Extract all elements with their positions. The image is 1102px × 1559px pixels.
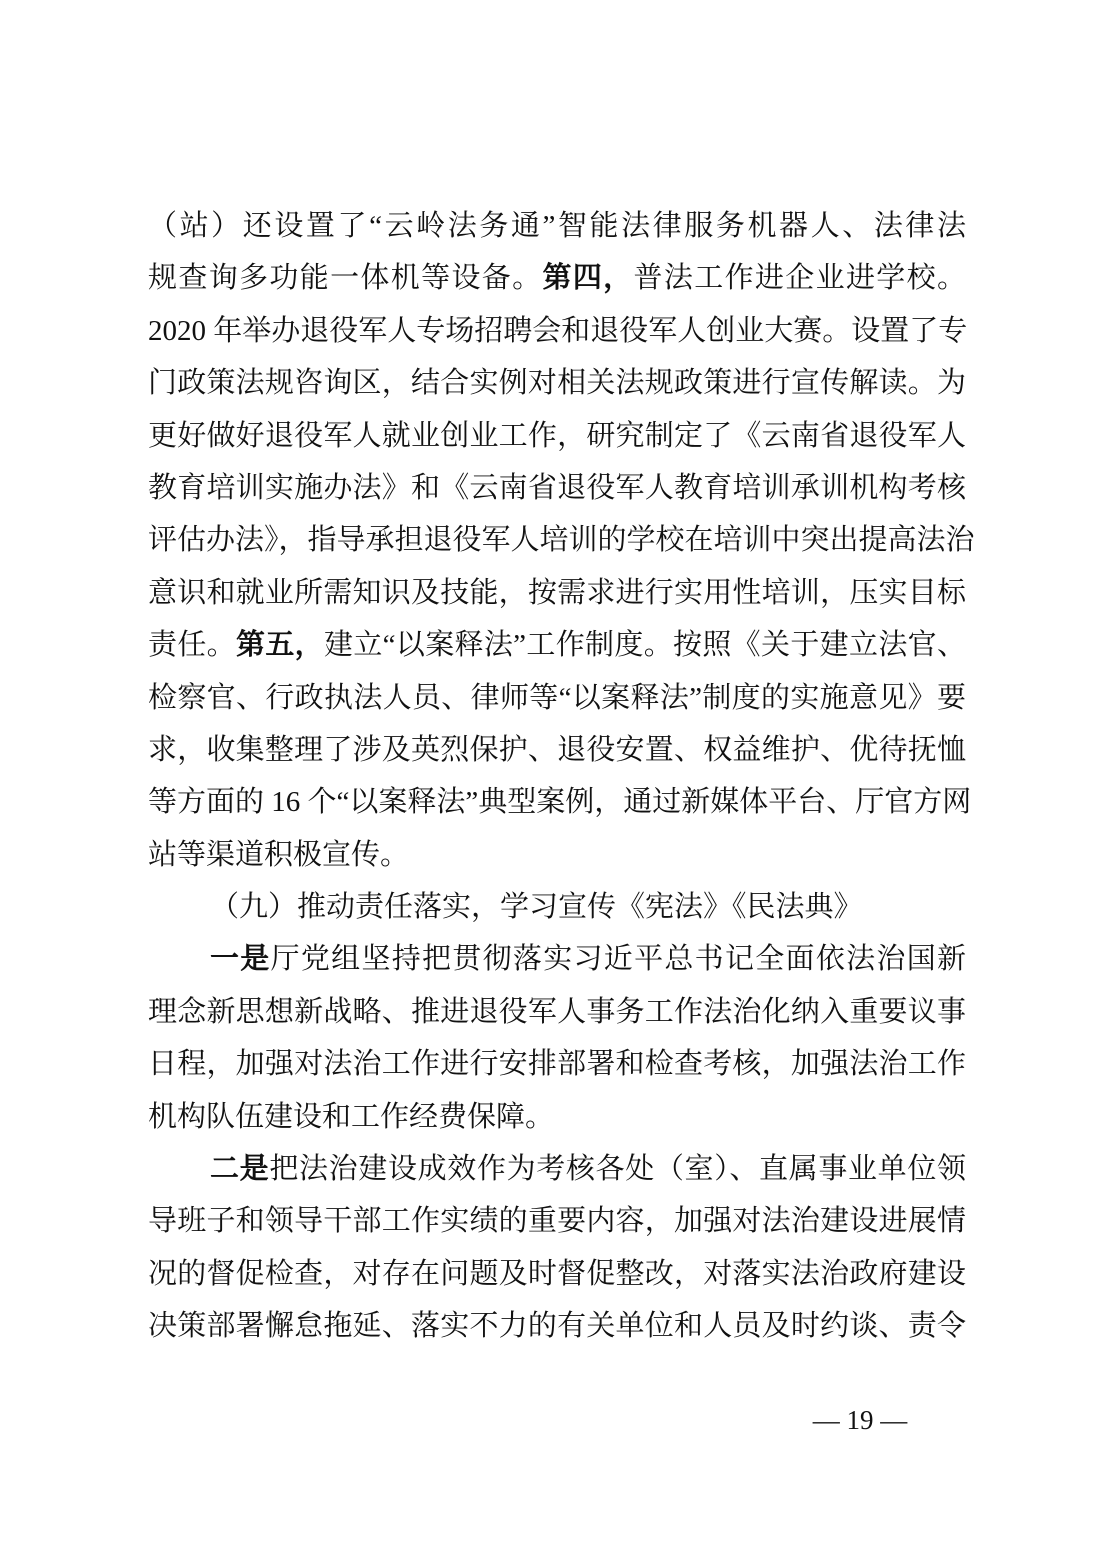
body-text: 理念新思想新战略、推进退役军人事务工作法治化纳入重要议事: [148, 995, 966, 1028]
body-text: 况的督促检查，对存在问题及时督促整改，对落实法治政府建设: [148, 1257, 966, 1290]
body-line: [148, 1091, 966, 1143]
body-text: 普法工作进企业进学校。: [633, 262, 966, 295]
body-text: 把法治建设成效作为考核各处（室）、直属事业单位领: [269, 1153, 966, 1186]
body-text: 责任。: [148, 629, 236, 662]
body-line: [148, 567, 966, 619]
bold-marker-fifth: 第五，: [236, 629, 324, 662]
section-heading: [148, 881, 966, 933]
body-text: 教育培训实施办法》和《云南省退役军人教育培训承训机构考核: [148, 471, 966, 504]
body-line: [148, 619, 966, 671]
bold-marker-fourth: 第四，: [542, 262, 634, 295]
body-text: 建立“以案释法”工作制度。按照《关于建立法官、: [324, 629, 966, 662]
body-line: [148, 514, 975, 566]
body-text: 机构队伍建设和工作经费保障。: [148, 1100, 555, 1133]
body-text: 评估办法》，指导承担退役军人培训的学校在培训中突出提高法治: [148, 524, 975, 557]
body-line: [148, 1300, 966, 1352]
body-line: [148, 1143, 966, 1195]
body-text: 规查询多功能一体机等设备。: [148, 262, 543, 295]
body-line: [148, 462, 966, 514]
body-text: 等方面的 16 个“以案释法”典型案例，通过新媒体平台、厅官方网: [148, 786, 972, 819]
body-line: [148, 933, 966, 985]
page-number: — 19 —: [812, 1405, 908, 1435]
body-line: [148, 305, 966, 357]
body-line: [148, 986, 966, 1038]
body-line: [148, 829, 966, 881]
body-text: 日程，加强对法治工作进行安排部署和检查考核，加强法治工作: [148, 1048, 966, 1081]
body-text: 门政策法规咨询区，结合实例对相关法规政策进行宣传解读。为: [148, 367, 966, 400]
body-text: 求，收集整理了涉及英烈保护、退役安置、权益维护、优待抚恤: [148, 733, 966, 766]
body-text: 决策部署懈怠拖延、落实不力的有关单位和人员及时约谈、责令: [148, 1310, 966, 1343]
body-line: [148, 252, 966, 304]
section-heading-text: （九）推动责任落实，学习宣传《宪法》《民法典》: [210, 891, 863, 924]
body-text: 检察官、行政执法人员、律师等“以案释法”制度的实施意见》要: [148, 681, 966, 714]
bold-marker-first: 一是: [210, 943, 271, 976]
body-line: [148, 200, 966, 252]
body-text: 意识和就业所需知识及技能，按需求进行实用性培训，压实目标: [148, 576, 966, 609]
body-text: 2020 年举办退役军人专场招聘会和退役军人创业大赛。设置了专: [148, 314, 968, 347]
body-text: 站等渠道积极宣传。: [148, 838, 410, 871]
body-line: [148, 776, 972, 828]
bold-marker-second: 二是: [210, 1153, 270, 1186]
body-line: [148, 1195, 966, 1247]
body-line: [148, 724, 966, 776]
body-line: [148, 672, 966, 724]
body-text: 更好做好退役军人就业创业工作，研究制定了《云南省退役军人: [148, 419, 966, 452]
body-text: 厅党组坚持把贯彻落实习近平总书记全面依法治国新: [270, 943, 966, 976]
document-body: [148, 200, 975, 1353]
body-line: [148, 1038, 966, 1090]
body-line: [148, 357, 966, 409]
body-line: [148, 1248, 966, 1300]
body-text: 导班子和领导干部工作实绩的重要内容，加强对法治建设进展情: [148, 1205, 966, 1238]
body-text: （站）还设置了“云岭法务通”智能法律服务机器人、法律法: [148, 210, 966, 242]
body-line: [148, 410, 966, 462]
